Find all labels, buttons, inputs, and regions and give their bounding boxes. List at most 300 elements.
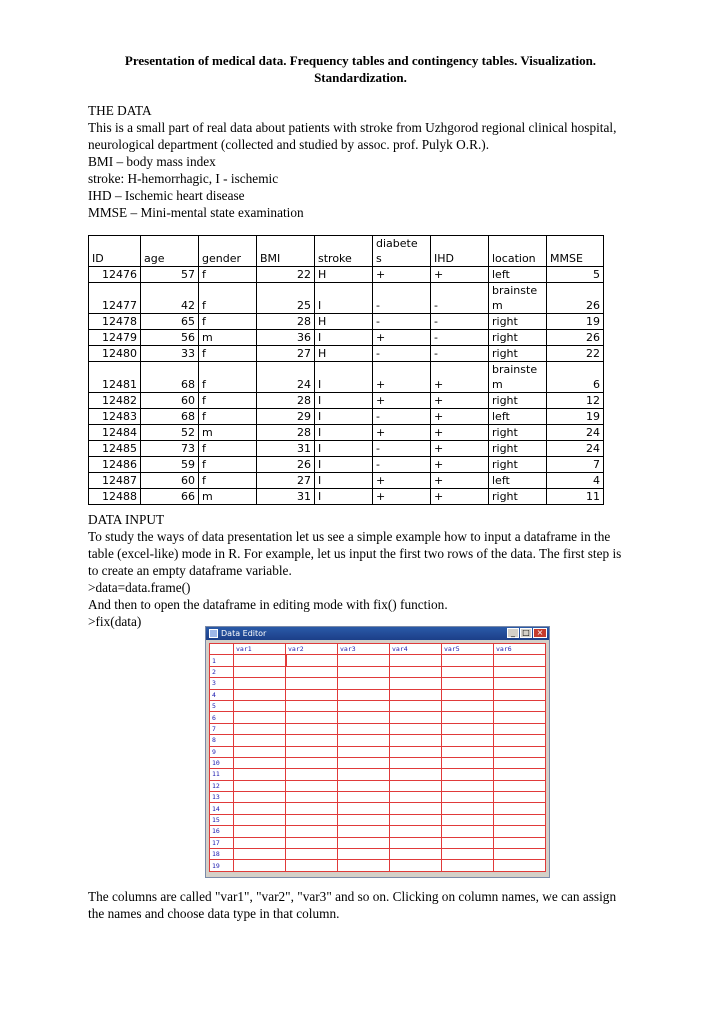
grid-cell[interactable]: [494, 757, 546, 768]
grid-cell[interactable]: [338, 849, 390, 860]
grid-column-header[interactable]: var3: [338, 644, 390, 655]
grid-cell[interactable]: [286, 655, 338, 666]
grid-cell[interactable]: [442, 780, 494, 791]
table-cell: 36: [257, 330, 315, 346]
table-cell: H: [315, 346, 373, 362]
table-cell: 57: [141, 267, 199, 283]
table-cell: -: [431, 283, 489, 314]
grid-cell[interactable]: [494, 689, 546, 700]
table-cell: 59: [141, 457, 199, 473]
grid-cell[interactable]: [494, 837, 546, 848]
input-heading: DATA INPUT: [88, 512, 165, 527]
grid-row-number[interactable]: 11: [210, 769, 234, 780]
data-line: IHD – Ischemic heart disease: [88, 188, 245, 203]
table-cell: 12482: [89, 393, 141, 409]
grid-cell[interactable]: [234, 712, 286, 723]
table-cell: 12484: [89, 425, 141, 441]
grid-row-number[interactable]: 13: [210, 792, 234, 803]
data-editor-titlebar[interactable]: [206, 627, 549, 640]
table-cell: 12477: [89, 283, 141, 314]
grid-cell[interactable]: [286, 700, 338, 711]
grid-cell[interactable]: [338, 666, 390, 677]
grid-cell[interactable]: [494, 723, 546, 734]
grid-cell[interactable]: [442, 757, 494, 768]
column-header: location: [489, 236, 547, 267]
table-cell: +: [431, 362, 489, 393]
minimize-button[interactable]: _: [507, 628, 519, 638]
grid-column-header[interactable]: var4: [390, 644, 442, 655]
table-cell: 24: [257, 362, 315, 393]
table-row: [89, 425, 604, 441]
grid-cell[interactable]: [338, 826, 390, 837]
table-cell: 31: [257, 489, 315, 505]
table-cell: I: [315, 441, 373, 457]
table-cell: f: [199, 409, 257, 425]
grid-row-number[interactable]: 5: [210, 700, 234, 711]
table-cell: 60: [141, 473, 199, 489]
grid-cell[interactable]: [286, 826, 338, 837]
grid-cell[interactable]: [494, 655, 546, 666]
table-cell: m: [199, 489, 257, 505]
grid-cell[interactable]: [234, 689, 286, 700]
grid-cell[interactable]: [494, 712, 546, 723]
grid-cell[interactable]: [234, 678, 286, 689]
grid-cell[interactable]: [494, 769, 546, 780]
table-cell: +: [431, 489, 489, 505]
table-cell: 12479: [89, 330, 141, 346]
grid-row: [210, 814, 546, 825]
column-header: age: [141, 236, 199, 267]
table-cell: -: [373, 314, 431, 330]
grid-cell[interactable]: [442, 689, 494, 700]
column-header: IHD: [431, 236, 489, 267]
table-cell: f: [199, 362, 257, 393]
grid-row: [210, 860, 546, 871]
table-cell: 11: [547, 489, 604, 505]
grid-cell[interactable]: [234, 757, 286, 768]
grid-row-number[interactable]: 9: [210, 746, 234, 757]
table-cell: 56: [141, 330, 199, 346]
table-header-row: [89, 236, 604, 267]
grid-cell[interactable]: [390, 757, 442, 768]
grid-cell[interactable]: [442, 723, 494, 734]
grid-row: [210, 666, 546, 677]
table-cell: m: [199, 330, 257, 346]
table-cell: I: [315, 283, 373, 314]
table-cell: -: [373, 409, 431, 425]
grid-cell[interactable]: [390, 769, 442, 780]
grid-cell[interactable]: [338, 837, 390, 848]
table-row: [89, 362, 604, 393]
table-cell: 26: [547, 283, 604, 314]
grid-cell[interactable]: [338, 814, 390, 825]
grid-cell[interactable]: [286, 746, 338, 757]
table-cell: +: [431, 425, 489, 441]
table-cell: right: [489, 489, 547, 505]
table-cell: 12485: [89, 441, 141, 457]
table-cell: 12478: [89, 314, 141, 330]
table-cell: 12486: [89, 457, 141, 473]
table-cell: 12480: [89, 346, 141, 362]
table-cell: f: [199, 346, 257, 362]
grid-cell[interactable]: [338, 792, 390, 803]
grid-cell[interactable]: [390, 746, 442, 757]
grid-cell[interactable]: [390, 678, 442, 689]
grid-cell[interactable]: [286, 769, 338, 780]
table-cell: I: [315, 489, 373, 505]
grid-cell[interactable]: [286, 723, 338, 734]
grid-cell[interactable]: [286, 757, 338, 768]
table-cell: left: [489, 409, 547, 425]
grid-cell[interactable]: [234, 780, 286, 791]
grid-cell[interactable]: [338, 689, 390, 700]
grid-column-header[interactable]: var2: [286, 644, 338, 655]
table-cell: f: [199, 393, 257, 409]
grid-row-number[interactable]: 7: [210, 723, 234, 734]
grid-cell[interactable]: [390, 826, 442, 837]
table-cell: I: [315, 457, 373, 473]
grid-cell[interactable]: [442, 678, 494, 689]
grid-cell[interactable]: [234, 803, 286, 814]
grid-cell[interactable]: [442, 655, 494, 666]
grid-cell[interactable]: [390, 666, 442, 677]
table-cell: -: [373, 441, 431, 457]
table-cell: 31: [257, 441, 315, 457]
table-cell: 12: [547, 393, 604, 409]
closing-line: the names and choose data type in that column.: [88, 906, 340, 921]
grid-cell[interactable]: [494, 735, 546, 746]
window-title: Data Editor: [221, 629, 267, 638]
grid-cell[interactable]: [286, 814, 338, 825]
table-cell: 26: [547, 330, 604, 346]
grid-row-number[interactable]: 15: [210, 814, 234, 825]
table-cell: right: [489, 457, 547, 473]
grid-cell[interactable]: [442, 849, 494, 860]
grid-cell[interactable]: [286, 792, 338, 803]
grid-cell[interactable]: [286, 780, 338, 791]
grid-cell[interactable]: [234, 849, 286, 860]
grid-row-number[interactable]: 6: [210, 712, 234, 723]
table-row: [89, 267, 604, 283]
grid-cell[interactable]: [338, 655, 390, 666]
grid-cell[interactable]: [338, 712, 390, 723]
table-cell: -: [431, 314, 489, 330]
table-row: [89, 441, 604, 457]
grid-row-number[interactable]: 14: [210, 803, 234, 814]
table-cell: brainste m: [489, 283, 547, 314]
column-header: stroke: [315, 236, 373, 267]
closing-line: The columns are called "var1", "var2", "var3" and so on. Clicking on column names, we can assign: [88, 889, 617, 904]
table-cell: right: [489, 346, 547, 362]
grid-cell[interactable]: [494, 860, 546, 871]
grid-cell[interactable]: [442, 860, 494, 871]
grid-cell[interactable]: [442, 769, 494, 780]
grid-cell[interactable]: [442, 803, 494, 814]
grid-cell[interactable]: [234, 769, 286, 780]
grid-column-header[interactable]: var1: [234, 644, 286, 655]
grid-cell[interactable]: [234, 826, 286, 837]
table-cell: right: [489, 441, 547, 457]
grid-cell[interactable]: [338, 746, 390, 757]
input-line: table (excel-like) mode in R. For example, let us input the first two rows of the data. The first step is: [88, 546, 622, 561]
grid-cell[interactable]: [494, 746, 546, 757]
close-button[interactable]: ×: [533, 628, 547, 638]
table-cell: f: [199, 457, 257, 473]
table-cell: I: [315, 425, 373, 441]
grid-cell[interactable]: [494, 678, 546, 689]
grid-cell[interactable]: [338, 780, 390, 791]
grid-cell[interactable]: [234, 814, 286, 825]
table-cell: f: [199, 314, 257, 330]
table-row: [89, 393, 604, 409]
grid-row: [210, 723, 546, 734]
table-cell: 29: [257, 409, 315, 425]
grid-row-number[interactable]: 10: [210, 757, 234, 768]
table-cell: f: [199, 441, 257, 457]
table-cell: 19: [547, 409, 604, 425]
grid-cell[interactable]: [234, 735, 286, 746]
grid-cell[interactable]: [494, 849, 546, 860]
table-cell: +: [373, 473, 431, 489]
table-cell: 24: [547, 425, 604, 441]
grid-row-number[interactable]: 8: [210, 735, 234, 746]
grid-row: [210, 769, 546, 780]
data-line: neurological department (collected and studied by assoc. prof. Pulyk O.R.).: [88, 137, 490, 152]
data-editor-grid: [209, 643, 546, 872]
table-cell: m: [199, 425, 257, 441]
grid-cell[interactable]: [494, 792, 546, 803]
table-cell: 26: [257, 457, 315, 473]
grid-cell[interactable]: [286, 837, 338, 848]
grid-cell[interactable]: [390, 689, 442, 700]
grid-row: [210, 757, 546, 768]
grid-cell[interactable]: [442, 792, 494, 803]
grid-cell[interactable]: [494, 803, 546, 814]
grid-cell[interactable]: [494, 700, 546, 711]
grid-cell[interactable]: [338, 700, 390, 711]
table-cell: -: [431, 330, 489, 346]
grid-cell[interactable]: [286, 712, 338, 723]
table-cell: 12488: [89, 489, 141, 505]
grid-cell[interactable]: [286, 860, 338, 871]
grid-row: [210, 746, 546, 757]
grid-cell[interactable]: [234, 792, 286, 803]
table-row: [89, 489, 604, 505]
grid-row: [210, 678, 546, 689]
table-cell: -: [431, 346, 489, 362]
column-header: gender: [199, 236, 257, 267]
grid-cell[interactable]: [390, 814, 442, 825]
table-cell: right: [489, 330, 547, 346]
grid-cell[interactable]: [286, 849, 338, 860]
grid-cell[interactable]: [390, 735, 442, 746]
table-cell: I: [315, 393, 373, 409]
grid-cell[interactable]: [390, 860, 442, 871]
grid-row: [210, 826, 546, 837]
grid-cell[interactable]: [338, 803, 390, 814]
table-cell: 68: [141, 362, 199, 393]
table-cell: right: [489, 393, 547, 409]
table-cell: -: [373, 283, 431, 314]
table-cell: 28: [257, 314, 315, 330]
table-cell: right: [489, 314, 547, 330]
table-cell: right: [489, 425, 547, 441]
grid-row-number[interactable]: 19: [210, 860, 234, 871]
grid-cell[interactable]: [286, 666, 338, 677]
table-cell: 22: [547, 346, 604, 362]
grid-row-number[interactable]: 12: [210, 780, 234, 791]
grid-column-header[interactable]: var5: [442, 644, 494, 655]
table-cell: +: [373, 362, 431, 393]
table-cell: H: [315, 314, 373, 330]
grid-cell[interactable]: [442, 746, 494, 757]
grid-cell[interactable]: [390, 780, 442, 791]
grid-row-number[interactable]: 16: [210, 826, 234, 837]
grid-cell[interactable]: [234, 860, 286, 871]
grid-cell[interactable]: [390, 792, 442, 803]
table-row: [89, 330, 604, 346]
table-cell: I: [315, 409, 373, 425]
grid-cell[interactable]: [442, 712, 494, 723]
grid-cell[interactable]: [390, 712, 442, 723]
grid-row-number[interactable]: 3: [210, 678, 234, 689]
table-cell: 7: [547, 457, 604, 473]
grid-cell[interactable]: [390, 723, 442, 734]
table-row: [89, 457, 604, 473]
grid-cell[interactable]: [390, 700, 442, 711]
grid-cell[interactable]: [338, 769, 390, 780]
table-row: [89, 346, 604, 362]
table-cell: f: [199, 267, 257, 283]
grid-row-number[interactable]: 17: [210, 837, 234, 848]
grid-cell[interactable]: [286, 678, 338, 689]
grid-cell[interactable]: [234, 837, 286, 848]
table-cell: +: [431, 393, 489, 409]
data-section: [88, 102, 673, 221]
input-line: to create an empty dataframe variable.: [88, 563, 292, 578]
data-editor-window: [205, 626, 550, 878]
table-cell: H: [315, 267, 373, 283]
column-header: diabete s: [373, 236, 431, 267]
grid-cell[interactable]: [338, 678, 390, 689]
grid-cell[interactable]: [338, 723, 390, 734]
table-cell: 24: [547, 441, 604, 457]
grid-cell[interactable]: [390, 837, 442, 848]
table-cell: 19: [547, 314, 604, 330]
grid-row: [210, 837, 546, 848]
grid-cell[interactable]: [442, 837, 494, 848]
grid-row-number[interactable]: 2: [210, 666, 234, 677]
grid-cell[interactable]: [234, 655, 286, 666]
patient-data-table: [88, 235, 604, 505]
table-cell: +: [373, 330, 431, 346]
grid-cell[interactable]: [494, 666, 546, 677]
table-cell: +: [431, 473, 489, 489]
grid-cell[interactable]: [494, 780, 546, 791]
grid-row-number[interactable]: 18: [210, 849, 234, 860]
grid-row: [210, 849, 546, 860]
grid-cell[interactable]: [286, 689, 338, 700]
grid-cell[interactable]: [234, 723, 286, 734]
grid-cell[interactable]: [286, 803, 338, 814]
table-cell: 12476: [89, 267, 141, 283]
grid-corner: [210, 644, 234, 655]
grid-row-number[interactable]: 1: [210, 655, 234, 666]
grid-cell[interactable]: [442, 826, 494, 837]
grid-cell[interactable]: [338, 735, 390, 746]
table-cell: 28: [257, 393, 315, 409]
data-line: stroke: H-hemorrhagic, I - ischemic: [88, 171, 279, 186]
data-heading: THE DATA: [88, 103, 152, 118]
table-cell: +: [431, 267, 489, 283]
grid-cell[interactable]: [494, 826, 546, 837]
grid-row-number[interactable]: 4: [210, 689, 234, 700]
table-cell: 73: [141, 441, 199, 457]
data-line: This is a small part of real data about patients with stroke from Uzhgorod regional clinical hospital,: [88, 120, 617, 135]
table-cell: f: [199, 473, 257, 489]
grid-cell[interactable]: [234, 746, 286, 757]
table-cell: -: [373, 346, 431, 362]
table-cell: 52: [141, 425, 199, 441]
table-cell: 65: [141, 314, 199, 330]
grid-cell[interactable]: [390, 655, 442, 666]
data-line: MMSE – Mini-mental state examination: [88, 205, 304, 220]
column-header: MMSE: [547, 236, 604, 267]
maximize-button[interactable]: □: [520, 628, 532, 638]
table-row: [89, 409, 604, 425]
column-header: BMI: [257, 236, 315, 267]
grid-cell[interactable]: [234, 666, 286, 677]
table-cell: 12483: [89, 409, 141, 425]
grid-cell[interactable]: [442, 700, 494, 711]
table-cell: 6: [547, 362, 604, 393]
grid-cell[interactable]: [234, 700, 286, 711]
grid-row: [210, 780, 546, 791]
grid-row: [210, 803, 546, 814]
grid-row: [210, 655, 546, 666]
table-cell: left: [489, 473, 547, 489]
grid-cell[interactable]: [338, 757, 390, 768]
grid-cell[interactable]: [442, 735, 494, 746]
grid-cell[interactable]: [442, 666, 494, 677]
table-cell: 28: [257, 425, 315, 441]
grid-column-header[interactable]: var6: [494, 644, 546, 655]
grid-cell[interactable]: [390, 803, 442, 814]
table-row: [89, 283, 604, 314]
input-line: And then to open the dataframe in editing mode with fix() function.: [88, 597, 448, 612]
r-app-icon: [209, 629, 218, 638]
table-cell: I: [315, 330, 373, 346]
page-title: Presentation of medical data. Frequency tables and contingency tables. Visualization. Standardization.: [124, 53, 597, 85]
table-cell: 66: [141, 489, 199, 505]
table-cell: 33: [141, 346, 199, 362]
grid-cell[interactable]: [390, 849, 442, 860]
grid-cell[interactable]: [338, 860, 390, 871]
table-cell: 5: [547, 267, 604, 283]
grid-row: [210, 712, 546, 723]
column-header: ID: [89, 236, 141, 267]
data-line: BMI – body mass index: [88, 154, 216, 169]
table-cell: +: [431, 409, 489, 425]
table-cell: +: [373, 393, 431, 409]
grid-cell[interactable]: [286, 735, 338, 746]
table-cell: I: [315, 362, 373, 393]
code-line: >fix(data): [88, 614, 142, 629]
grid-cell[interactable]: [442, 814, 494, 825]
grid-cell[interactable]: [494, 814, 546, 825]
grid-row: [210, 792, 546, 803]
table-cell: 4: [547, 473, 604, 489]
